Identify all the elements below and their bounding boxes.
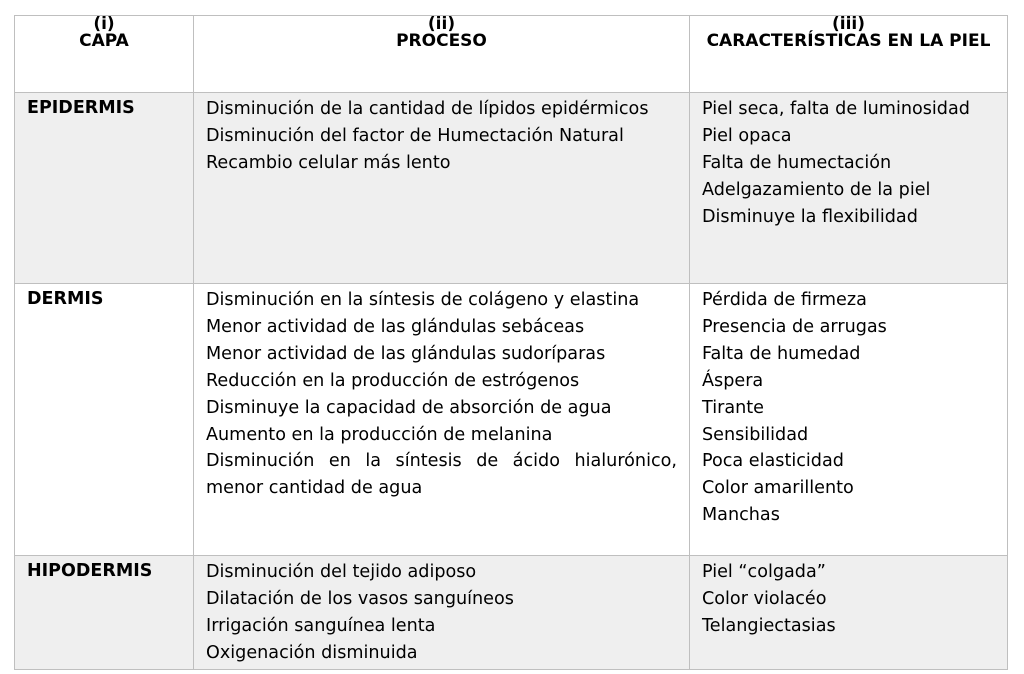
feature-line: Color violacéo [702,588,827,609]
feature-line: Falta de humedad [702,343,861,364]
table-row-epidermis [15,93,1008,284]
header-num: (ii) [427,14,456,34]
feature-line: Disminuye la flexibilidad [702,206,918,227]
feature-line: Piel seca, falta de luminosidad [702,99,970,119]
process-line: Dilatación de los vasos sanguíneos [206,588,514,609]
feature-line: Piel opaca [702,125,792,146]
process-cell [194,93,690,284]
feature-line: Tirante [702,397,764,418]
process-line: Recambio celular más lento [206,152,451,173]
header-row [15,16,1008,93]
feature-line: Color amarillento [702,478,854,499]
table-row-dermis [15,284,1008,556]
header-proceso [194,16,690,93]
process-line: Disminución en la síntesis de ácido hialurónico, [206,451,677,472]
process-line: Menor actividad de las glándulas sebáceas [206,316,585,337]
layer-cell: EPIDERMIS [15,93,194,284]
process-line: Menor actividad de las glándulas sudoríparas [206,343,606,364]
header-title: CARACTERÍSTICAS EN LA PIEL [706,31,991,51]
process-line: Irrigación sanguínea lenta [206,615,436,636]
header-title: CAPA [79,31,129,51]
header-capa [15,16,194,93]
features-cell [690,93,1008,284]
process-line: Disminución del factor de Humectación Natural [206,125,624,146]
features-cell [690,284,1008,556]
feature-line: Adelgazamiento de la piel [702,179,931,200]
feature-line: Sensibilidad [702,424,809,445]
feature-line: Manchas [702,505,780,526]
process-line: Disminución del tejido adiposo [206,562,477,582]
layer-cell: DERMIS [15,284,194,556]
feature-line: Pérdida de firmeza [702,290,867,310]
process-line: Aumento en la producción de melanina [206,424,553,445]
process-cell [194,284,690,556]
process-line: Disminución en la síntesis de colágeno y elastina [206,290,640,310]
feature-line: Telangiectasias [702,615,836,636]
header-num: (iii) [831,14,866,34]
feature-line: Piel “colgada” [702,562,826,582]
header-title: PROCESO [396,31,487,51]
process-line: Reducción en la producción de estrógenos [206,370,580,391]
header-num: (i) [93,14,115,34]
process-line: Oxigenación disminuida [206,642,418,663]
header-caracteristicas [690,16,1008,93]
feature-line: Presencia de arrugas [702,316,887,337]
feature-line: Áspera [702,370,764,391]
process-line: menor cantidad de agua [206,478,423,499]
feature-line: Falta de humectación [702,152,892,173]
feature-line: Poca elasticidad [702,451,844,472]
skin-aging-table [14,15,1008,670]
table-row-hipodermis [15,556,1008,670]
process-line: Disminución de la cantidad de lípidos epidérmicos [206,99,649,119]
layer-cell: HIPODERMIS [15,556,194,670]
features-cell [690,556,1008,670]
process-cell [194,556,690,670]
process-line: Disminuye la capacidad de absorción de agua [206,397,612,418]
